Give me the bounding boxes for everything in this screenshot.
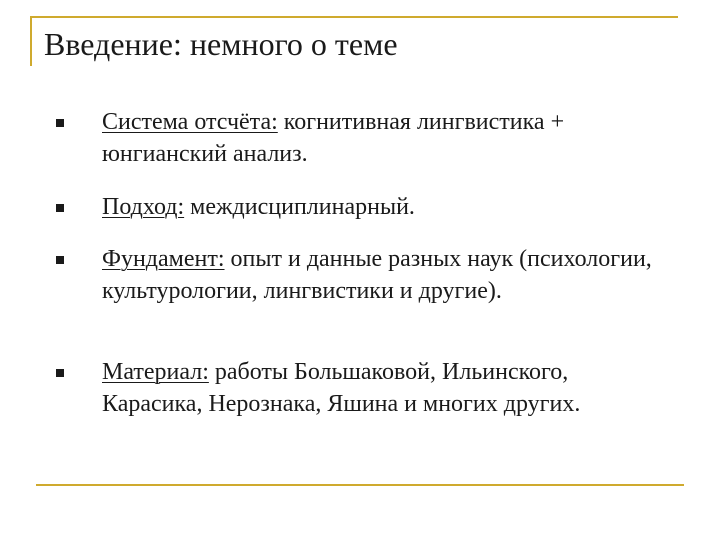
- bullet-term: Подход:: [102, 194, 185, 220]
- bullet-square-icon: [56, 256, 64, 264]
- frame-top-line: [30, 16, 678, 18]
- bullet-text: [102, 356, 662, 420]
- frame-bottom-line: [36, 484, 684, 486]
- bullet-term: Фундамент:: [102, 246, 225, 272]
- bullet-square-icon: [56, 119, 64, 127]
- bullet-description: междисциплинарный.: [184, 194, 415, 220]
- bullet-description: работы Большаковой, Ильинского, Карасика, Нерознака, Яшина и многих других.: [102, 359, 581, 417]
- bullet-text: [102, 243, 662, 307]
- bullet-description: опыт и данные разных наук (психологии, культурологии, лингвистики и другие).: [102, 246, 652, 304]
- bullet-term: Система отсчёта:: [102, 109, 278, 135]
- bullet-text: [102, 106, 662, 170]
- bullet-term: Материал:: [102, 359, 209, 385]
- bullet-description: когнитивная лингвистика + юнгианский анализ.: [102, 109, 565, 167]
- frame-left-line: [30, 16, 32, 66]
- slide-title: Введение: немного о теме: [44, 26, 398, 62]
- bullet-square-icon: [56, 204, 64, 212]
- bullet-square-icon: [56, 369, 64, 377]
- bullet-text: [102, 191, 662, 223]
